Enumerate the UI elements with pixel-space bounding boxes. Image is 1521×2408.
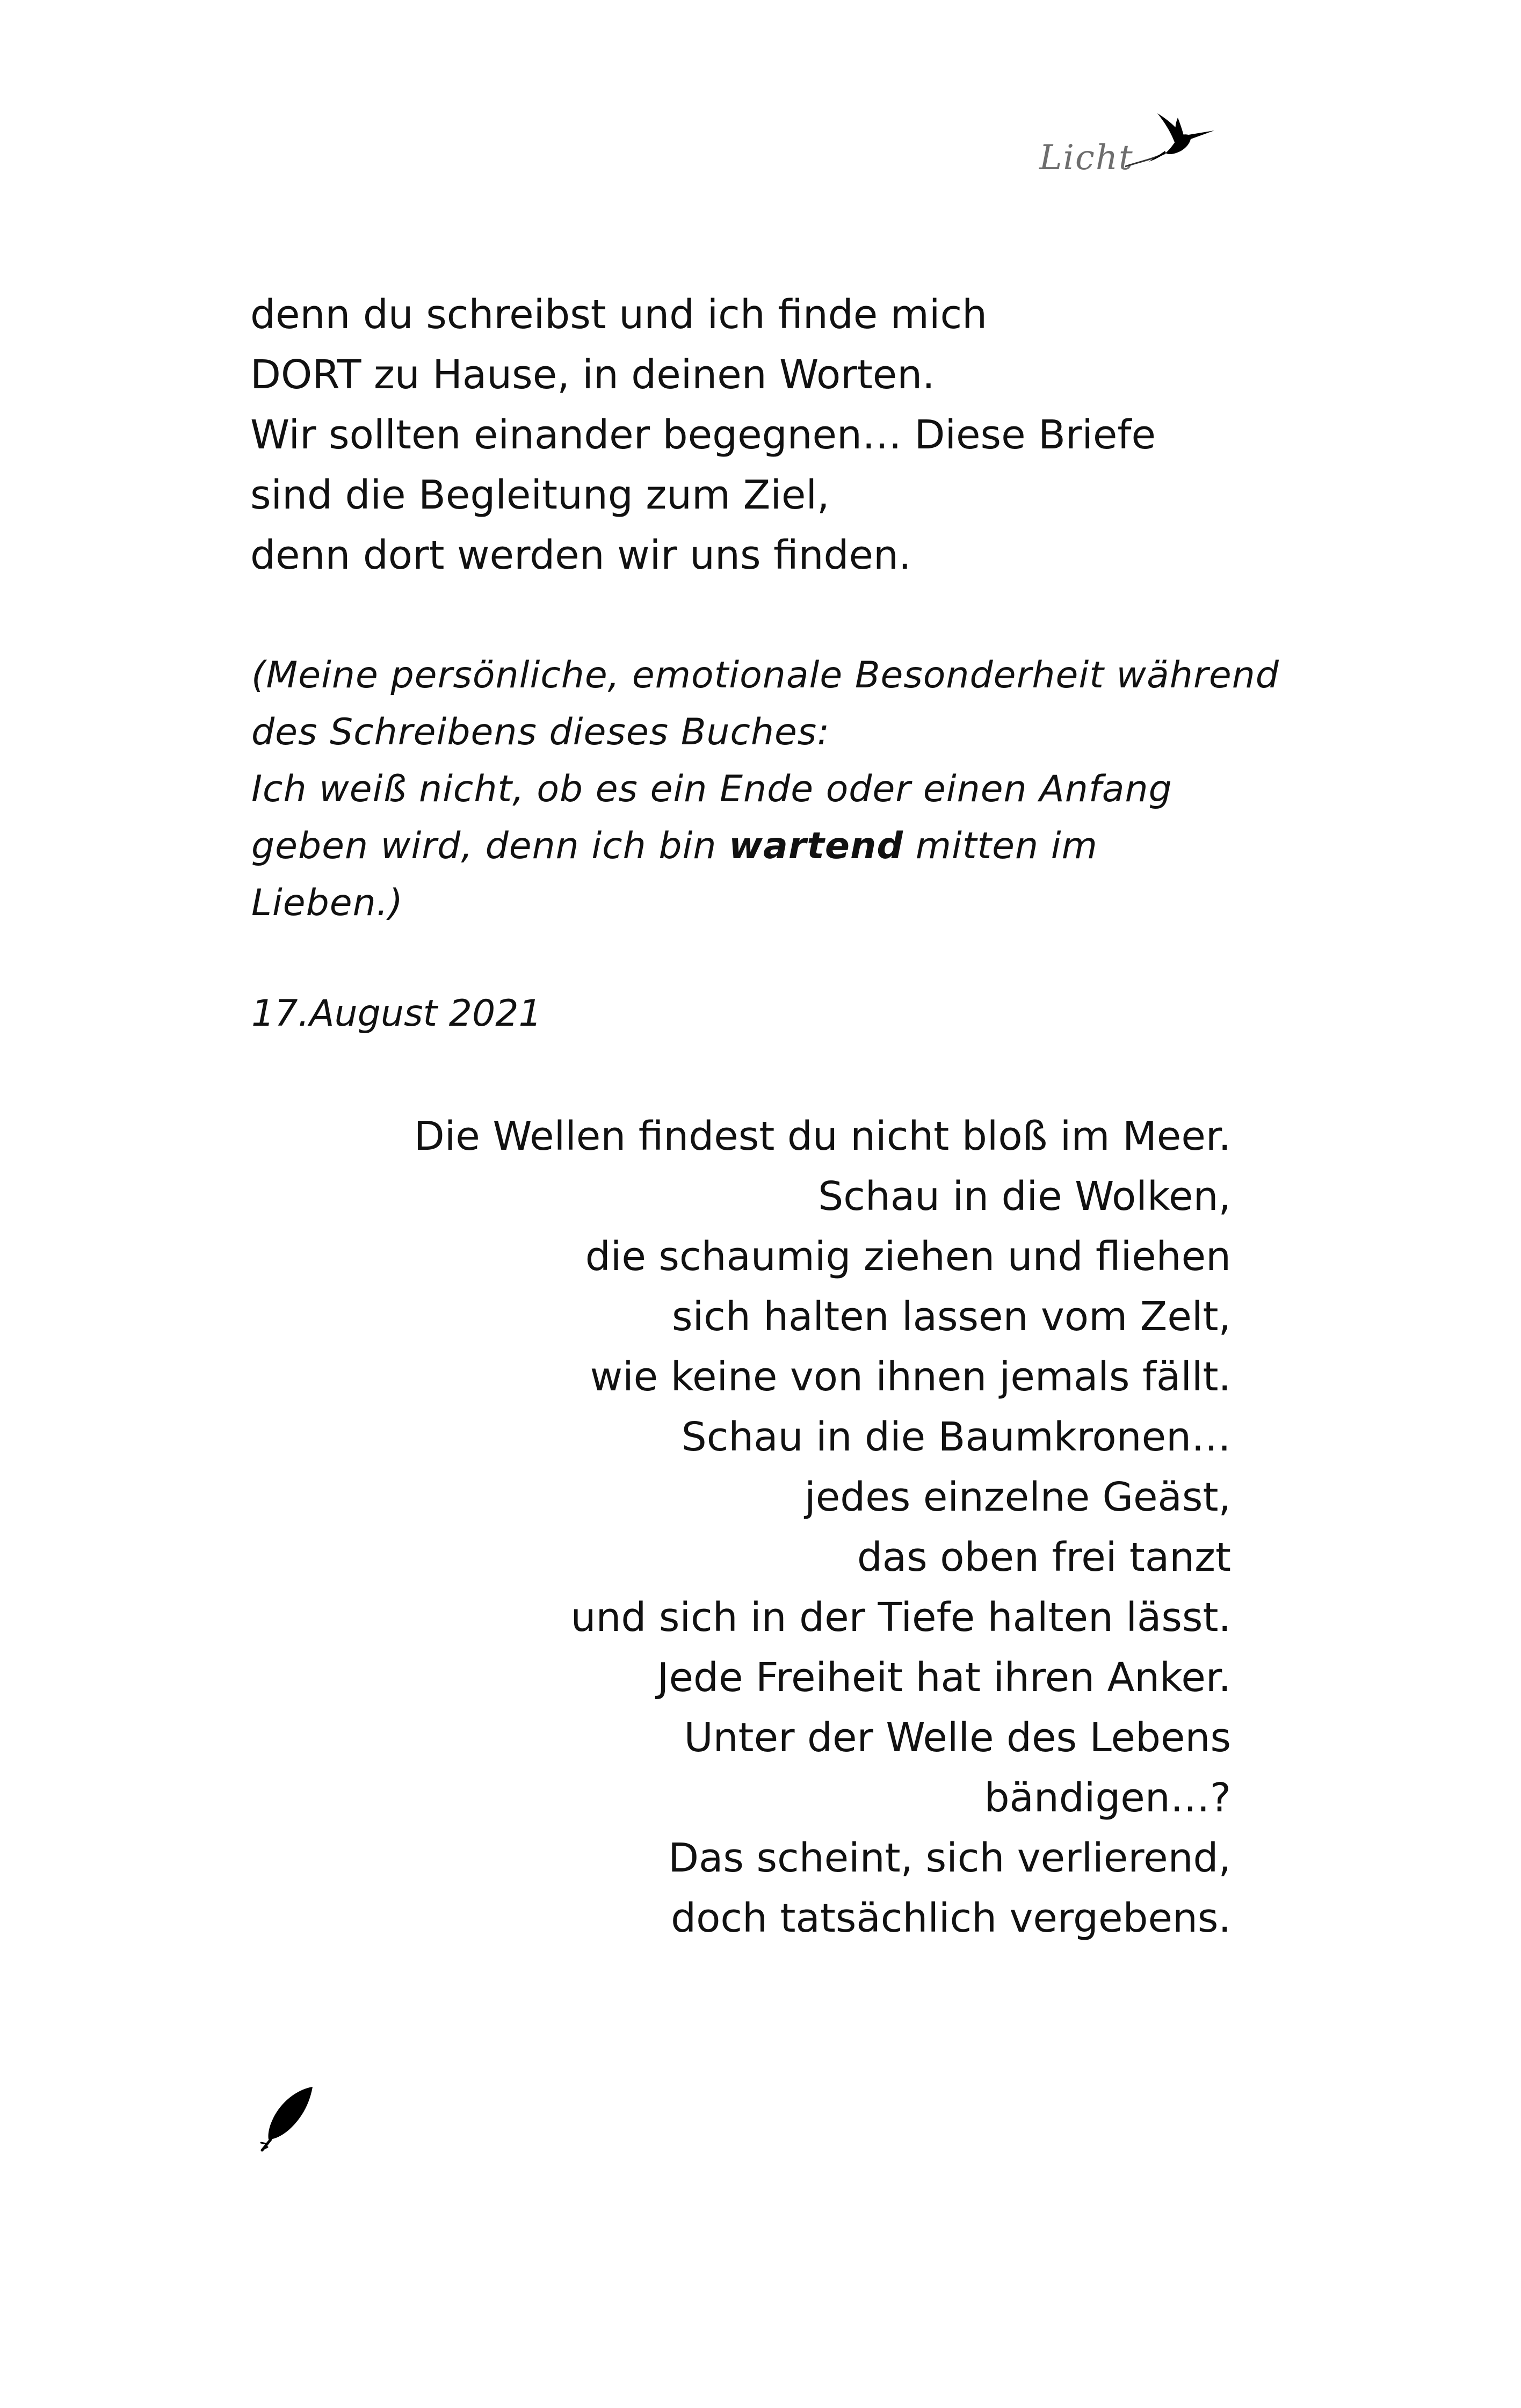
poem-line: doch tatsächlich vergebens. [671,1895,1231,1941]
poem [157,1106,1231,1948]
prose-line: DORT zu Hause, in deinen Worten. [250,352,935,398]
prose-line: Wir sollten einander begegnen… Diese Briefe [250,412,1156,458]
note-line: Ich weiß nicht, ob es ein Ende oder einen Anfang [251,768,1172,810]
poem-line: Unter der Welle des Lebens [684,1715,1231,1761]
note-line: Lieben.) [251,882,403,924]
poem-line: wie keine von ihnen jemals fällt. [590,1354,1231,1400]
poem-line: Jede Freiheit hat ihren Anker. [657,1655,1231,1701]
running-title: Licht [1039,138,1134,178]
poem-line: bändigen…? [984,1775,1231,1821]
prose-line: denn dort werden wir uns finden. [250,532,911,578]
feather-icon [259,2084,318,2153]
entry-date: 17.August 2021 [251,992,542,1035]
poem-line: Die Wellen findest du nicht bloß im Meer. [414,1113,1231,1159]
note-line: des Schreibens dieses Buches: [251,711,830,753]
poem-line: Schau in die Wolken, [818,1173,1231,1220]
note-text: mitten im [903,825,1098,867]
poem-line: sich halten lassen vom Zelt, [672,1294,1231,1340]
poem-line: Schau in die Baumkronen… [681,1414,1231,1460]
personal-note [251,647,1326,932]
note-line [251,818,1326,875]
note-line: (Meine persönliche, emotionale Besonderheit während [251,654,1279,697]
poem-line: und sich in der Tiefe halten lässt. [570,1594,1231,1641]
poem-line: jedes einzelne Geäst, [805,1474,1231,1520]
poem-line: Das scheint, sich verlierend, [668,1835,1231,1881]
note-text: geben wird, denn ich bin [251,825,729,867]
poem-line: das oben frei tanzt [857,1534,1231,1580]
prose-paragraph [250,285,1324,585]
prose-line: denn du schreibst und ich finde mich [250,292,988,338]
poem-line: die schaumig ziehen und fliehen [585,1234,1231,1280]
hummingbird-icon [1114,110,1222,169]
prose-line: sind die Begleitung zum Ziel, [250,472,830,518]
note-emphasis: wartend [729,825,904,867]
running-header [1039,110,1222,201]
